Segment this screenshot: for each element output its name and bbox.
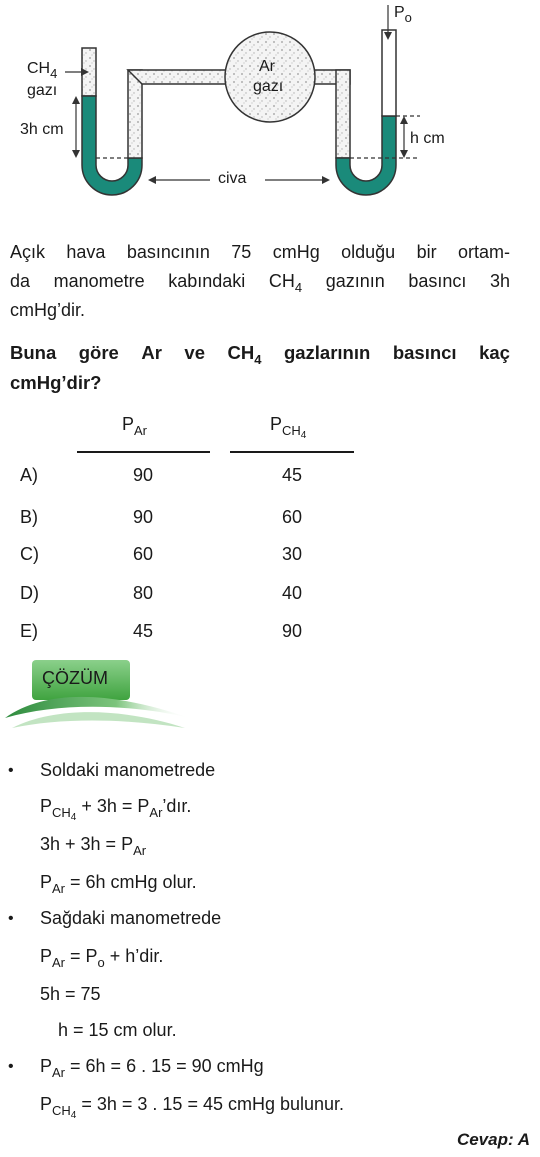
eq6: h = 15 cm olur. <box>58 1020 177 1040</box>
p0-label: $P_o$ <box>394 4 412 25</box>
word: manometre <box>53 271 145 291</box>
eq8: $P_{CH_4} = 3h = 3$ . 15 = 45 cmHg bulunur. <box>40 1094 345 1121</box>
option-a-label[interactable]: A) <box>20 465 38 485</box>
header-rule-1 <box>77 451 210 453</box>
col-header-p-ar: $P_{Ar}$ <box>122 414 148 438</box>
ar-label: Ar <box>259 58 275 75</box>
option-b-label[interactable]: B) <box>20 507 38 527</box>
question-line-2 <box>10 267 510 296</box>
word: göre <box>78 342 119 363</box>
option-a-p-ar: 90 <box>133 465 154 485</box>
option-b-p-ch4: 60 <box>282 507 303 527</box>
eq2: $3h + 3h = P_{Ar}$ <box>40 834 147 858</box>
word: kaç <box>479 342 510 363</box>
left-right-arm <box>128 70 142 158</box>
option-e-p-ch4: 90 <box>282 621 303 641</box>
eq7: $P_{Ar} = 6h = 6$ . 15 = 90 cmHg <box>40 1056 264 1080</box>
word: ve <box>184 342 205 363</box>
word: basıncının <box>126 242 210 262</box>
eq4: $P_{Ar} = P_o$ + h’dir. <box>40 946 164 970</box>
option-d-p-ar: 80 <box>133 583 154 603</box>
col-header-p-ch4: $P_{CH_4}$ <box>270 414 307 441</box>
left-heading: Soldaki manometrede <box>40 760 216 780</box>
word: gazlarının <box>283 342 371 363</box>
ar-gazi-label: gazı <box>253 78 284 95</box>
word: Açık <box>10 242 46 262</box>
option-a-p-ch4: 45 <box>282 465 303 485</box>
ch4-label: $CH_4$ <box>27 60 58 81</box>
question-line-3: cmHg’dir. <box>10 300 86 320</box>
word: da <box>10 271 31 291</box>
right-open-arm <box>382 30 396 116</box>
word: olduğu <box>341 242 396 262</box>
eq3: $P_{Ar} = 6h$ cmHg olur. <box>40 872 197 896</box>
word: basıncı <box>408 271 467 291</box>
word: hava <box>66 242 106 262</box>
ch4-formula: $CH_4$ <box>227 342 262 367</box>
word: Buna <box>10 342 57 363</box>
option-d-label[interactable]: D) <box>20 583 39 603</box>
connecting-tube <box>128 70 228 84</box>
option-e-label[interactable]: E) <box>20 621 38 641</box>
word: Ar <box>141 342 162 363</box>
bullet: • <box>8 910 14 927</box>
word: 75 <box>231 242 252 262</box>
right-left-arm <box>336 70 350 158</box>
ar-gas-bulb <box>225 32 315 122</box>
word: kabındaki <box>168 271 246 291</box>
manometer-diagram <box>0 0 540 210</box>
three-h-label: 3h cm <box>20 121 64 138</box>
header-rule-2 <box>230 451 354 453</box>
option-c-p-ch4: 30 <box>282 544 303 564</box>
ch4-gazi-label: gazı <box>27 82 58 99</box>
bullet: • <box>8 762 14 779</box>
word: gazının <box>325 271 385 291</box>
eq5: 5h = 75 <box>40 984 101 1004</box>
option-c-p-ar: 60 <box>133 544 154 564</box>
solution-banner-title: ÇÖZÜM <box>42 668 108 688</box>
question-text <box>10 238 510 325</box>
option-e-p-ar: 45 <box>133 621 154 641</box>
prompt-line-2: cmHg’dir? <box>10 372 102 393</box>
ch4-formula: $CH_4$ <box>268 271 303 295</box>
eq1: $P_{CH_4} + 3h$ = $P_{Ar}’dır$. <box>40 796 192 823</box>
right-heading: Sağdaki manometrede <box>40 908 222 928</box>
word: 3h <box>489 271 510 291</box>
option-d-p-ch4: 40 <box>282 583 303 603</box>
question-line-1 <box>10 238 510 267</box>
bullet: • <box>8 1058 14 1075</box>
word: cmHg <box>272 242 320 262</box>
civa-label: civa <box>218 170 247 187</box>
question-prompt <box>10 338 510 398</box>
answer-label: Cevap: A <box>456 1130 530 1149</box>
prompt-line-1 <box>10 338 510 368</box>
word: bir <box>416 242 437 262</box>
h-cm-label: h cm <box>410 130 445 147</box>
word: basıncı <box>392 342 457 363</box>
option-c-label[interactable]: C) <box>20 544 39 564</box>
option-b-p-ar: 90 <box>133 507 154 527</box>
word: ortam- <box>457 242 510 262</box>
